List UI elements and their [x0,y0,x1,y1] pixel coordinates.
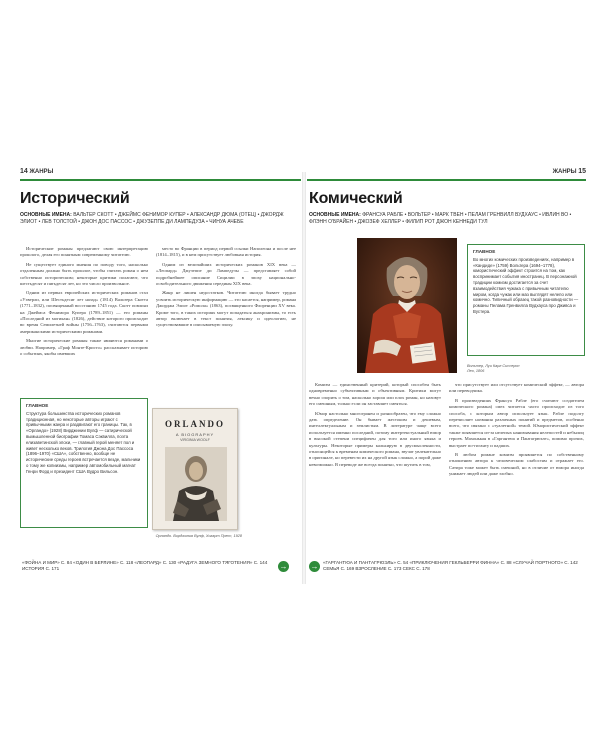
right-names-text: ФРАНСУА РАБЛЕ • ВОЛЬТЕР • МАРК ТВЕН • ПЕЛАМ ГРЕНВИЛЛ ВУДХАУС • ИВЛИН ВО • ФЛЭНН О'БРАЙЕН • ДЖОЗЕФ ХЕЛЛЕР • ФИЛИП РОТ ДЖОН КЕННЕДИ ТУЛ [309,212,572,225]
right-page-number: 15 [578,168,586,175]
voltaire-portrait-image [357,238,457,373]
right-col1-paragraph: Юмор настолько многогранен и разнообразен, что ему сложно дать определение. Он бывает жестоким и дешевым, интеллектуальным и землистым. В литературе чаще всего используется именно последний, потому интертекстуальный юмор в высокой степени специфичен для того или иного языка и культуры. Некоторые примеры калькирую в двусмысленности, относящейся к временам комического романа, звучат увлекательно в оригинале, но перевести их на другой язык сложно, а порой даже невозможно. В переводе же всегда понятно, что шутить в том, [309,410,441,467]
left-page-title: Исторический [20,190,130,207]
orlando-book-cover-image [152,408,238,530]
left-col2-paragraph: место во Франции в период первой ссылки Наполеона и после нее (1814–1815), и в нем присутствует любовная история. [156,246,296,258]
left-col1-paragraph: Не существует единого мнения по поводу того, насколько отдаленным должно быть прошлое, чтобы считать роман о нем собственно историческим; некоторые критики полагают, что шестьдесят и пятьдесят лет, но это число произвольное. [20,261,148,287]
right-running-head-label: ЖАНРЫ [552,169,577,175]
right-key-names [309,212,583,225]
book-gutter [302,172,306,584]
book-cover-author: VIRGINIA WOOLF [180,438,210,442]
right-column-1 [309,382,441,552]
left-infobox-text: Структура большинства исторических романов традиционная, но некоторые авторы играют с привычными жанра и раздвигают его границы. Так, в «Орландо» (1928) Вирджинии Вулф — сатирической вымышленной биографии Томаса Сэквилла, поэта елизаветинской эпохи, — главный герой меняет пол и живет несколько веков. Трилогия Джона Дос Пассоса (1896–1970) «США», собственно, вообще не исторические среды героев встречается везде, мальчики о тому же копиизмы, например автомобильный магнат Генри Форд и президент США Вудро Вильсон. [26,410,141,474]
left-column-2 [156,246,296,398]
left-col1-paragraph: Одним из первых европейских исторических романов стал «Уэверли, или Шестьдесят лет назад» (1814) Вальтера Скотта (1771–1832), посвященный восстанию 1745 года. Скотт повлиял на Джеймса Фенимора Купера (1789–1851) — его романы «Последний из могикан» (1826), действие которого происходит во время Семилетней войны (1756–1763), считаются первыми американскими историческими романами. [20,290,148,334]
left-col1-paragraph: Исторические романы предлагают свою интерпретацию прошлого, делая его понятным современному читателю. [20,246,148,258]
left-header-rule [20,179,301,181]
right-names-label: ОСНОВНЫЕ ИМЕНА: [309,212,361,218]
right-infobox-text: Во многих комических произведениях, например в «Кандиде» (1759) Вольтера (1694–1778), юмористический эффект строится на том, как воспринимает события иностранец. В персонажной традиции комизм достигается за счет взаимодействия чужака с привычным читателю миром, когда чужак или маз выглядят нелепо или комично. Типичный образец такой разновидности — романы Пелама Гренвилла Вудхауса про Дживса и Вустера. [473,256,579,314]
left-col2-paragraph: Жанр не лишен недостатков. Читателю иногда бывает трудно усвоить историческую информацию — это касается, например, романа Джорджа Элиот «Ромола» (1863), посвященного Флоренции XV века. Кроме того, в таких историях могут попадаться анахронизмы, то есть автор включает в текст понятия, лексику и идеологию, не существовавшие в описываемую эпоху. [156,290,296,328]
right-col2-paragraph: что присутствует или отсутствует комический эффект, — автора или переводчика. [449,382,584,394]
left-names-label: ОСНОВНЫЕ ИМЕНА: [20,212,72,218]
left-infobox [20,398,148,528]
left-names-text: ВАЛЬТЕР СКОТТ • ДЖЕЙМС ФЕНИМОР КУПЕР • АЛЕКСАНДР ДЮМА (ОТЕЦ) • ДЖОРДЖ ЭЛИОТ • ЛЕВ ТОЛСТОЙ • ДЖОН ДОС ПАССОС • ДЖУЗЕППЕ ДИ ЛАМПЕДУЗА • ЧИНУА АЧЕБЕ [20,212,284,225]
left-col2-paragraph: Одним из величайших исторических романов XIX века — «Леопард» Джузеппе ди Лампедузы — представляет собой подробнейшее описание Сицилии в эпоху национально-освободительного движения середины XIX века. [156,261,296,287]
right-column-2 [449,382,584,552]
right-page-title: Комический [309,190,403,207]
book-cover-subtitle: A BIOGRAPHY [175,432,215,437]
right-arrow-icon[interactable]: → [310,562,319,571]
left-key-names [20,212,296,225]
book-cover-title: ORLANDO [164,419,225,429]
right-infobox-title: ГЛАВНОЕ [473,249,496,254]
right-col1-paragraph: Комизм — единственный критерий, который способен быть одновременно субъективным и объективным. Критики могут вечно спорить о том, насколько хорош или плох роман, но назовут его смешным, только если он заставляет смеяться. [309,382,441,407]
right-col2-paragraph: В любом романе комизм проявляется по собственному отношению автора к человеческим слабостям и отражает его. Сатира тоже может быть смешной, но в отличие от юмора иногда унижает людей или даже злобно. [449,452,584,477]
right-infobox [467,244,585,356]
left-arrow-icon[interactable]: → [279,562,288,571]
right-footer-crossrefs: «ГАРГАНТЮА И ПАНТАГРЮЭЛЬ» С. 54 «ПРИКЛЮЧЕНИЯ ГЕКЛЬБЕРРИ ФИННА» С. 88 «СЛУЧАЙ ПОРТНОГО» С. 142 СЕМЬЯ С. 169 ВЗРОСЛЕНИЕ С. 173 СЕКС С. 178 [323,560,578,572]
left-column-1 [20,246,148,394]
left-running-head-label: ЖАНРЫ [29,169,54,175]
right-header-rule [307,179,586,181]
left-page-number: 14 [20,168,28,175]
left-page [20,168,301,588]
book-cover-portrait-art [165,447,227,521]
left-footer-crossrefs: «ФОЙНА И МИР» С. 84 «ОДИН В БЕРЛИНЕ» С. 118 «ЛЕОПАРД» С. 130 «РАДУГА ЗЕМНОГО ТЯГОТЕНИЯ» С. 144 ИСТОРИЯ С. 171 [22,560,268,572]
left-col1-paragraph: Многие исторические романы также являются романами о любви. Например, «Граф Монте-Кристо» рассказывает историю о событиях, якобы имевших [20,338,148,357]
left-image-caption: Орландо. Вирджиния Вулф, Хогарт Пресс, 1928 [155,534,242,538]
book-spread [20,168,586,588]
right-image-caption: Вольтер, Луи Карл Сиссерон Лео, 1806 [467,364,520,373]
left-infobox-title: ГЛАВНОЕ [26,403,49,408]
right-col2-paragraph: В произведениях Франсуа Рабле (его считают создателем комического романа) смех читается часто происходит из того способа, с которым автор использует язык. Рабле подолгу перечисляет названия различных понятий и предметов, особенно всего, что связано с «туалетной» темой. Юмористический эффект также появляется из-за нелепых нанизывания нелепостей и небылиц героев. Махонькая в «Гаргантюа и Пантагрюэле», помимо прочих, выстрает по-гиганту и падших. [449,397,584,448]
right-page [307,168,586,588]
